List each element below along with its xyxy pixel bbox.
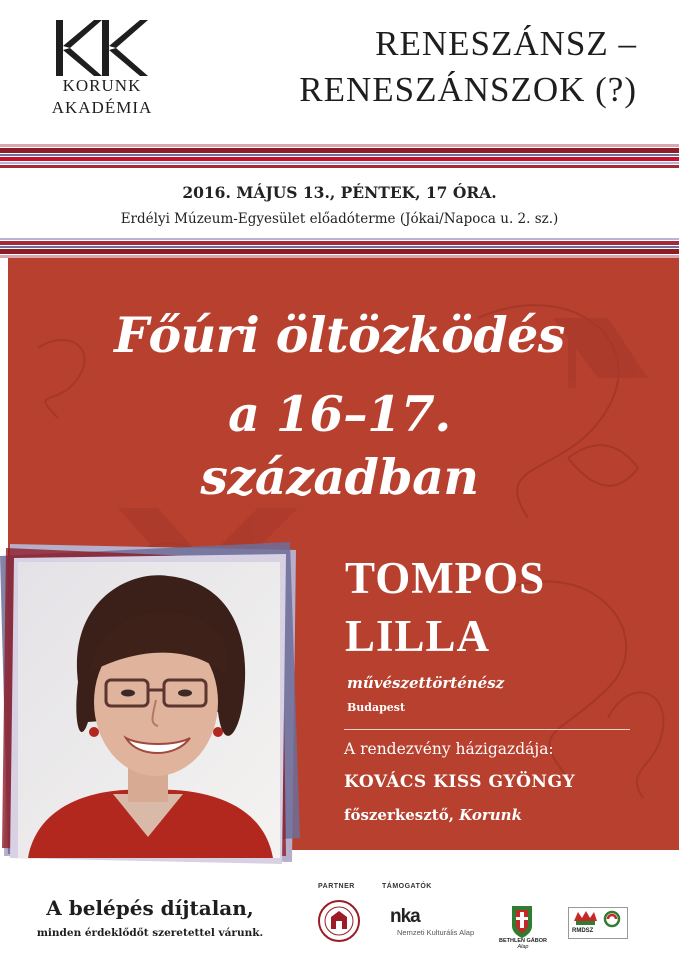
top-stripes bbox=[0, 144, 679, 170]
korunk-logo-icon bbox=[54, 18, 150, 78]
partner-label: PARTNER bbox=[318, 883, 355, 890]
rmdsz-logo-icon bbox=[568, 907, 628, 939]
lecture-title-line1: Főúri öltözködés bbox=[114, 306, 565, 364]
partner-seal-icon bbox=[317, 899, 361, 943]
event-date: 2016. MÁJUS 13., PÉNTEK, 17 ÓRA. bbox=[182, 183, 497, 202]
series-title-line1: RENESZÁNSZ – bbox=[375, 24, 637, 63]
sponsors-label: TÁMOGATÓK bbox=[382, 883, 432, 890]
speaker-name-first: TOMPOS bbox=[345, 553, 546, 603]
event-venue: Erdélyi Múzeum-Egyesület előadóterme (Jókai/Napoca u. 2. sz.) bbox=[120, 211, 559, 227]
host-name: KOVÁCS KISS GYÖNGY bbox=[344, 772, 576, 792]
host-label: A rendezvény házigazdája: bbox=[344, 740, 554, 758]
speaker-name-last: LILLA bbox=[345, 611, 491, 661]
nka-logo-mark: nka bbox=[390, 906, 420, 927]
bga-text-line1: BETHLEN GÁBOR bbox=[499, 938, 547, 944]
speaker-city: Budapest bbox=[347, 701, 406, 714]
host-role-publication: Korunk bbox=[459, 806, 522, 824]
lecture-title-line3: században bbox=[200, 448, 479, 506]
divider bbox=[344, 729, 630, 730]
welcome-text: minden érdeklődőt szeretettel várunk. bbox=[36, 927, 264, 939]
lecture-title-line2: a 16–17. bbox=[228, 385, 451, 443]
host-role bbox=[344, 806, 522, 824]
middle-stripes bbox=[0, 238, 679, 260]
entry-free-text: A belépés díjtalan, bbox=[46, 896, 254, 920]
logo-text-korunk: KORUNK bbox=[62, 76, 142, 95]
host-role-prefix: főszerkesztő, bbox=[344, 806, 460, 824]
speaker-portrait bbox=[18, 562, 280, 858]
series-title-line2: RENESZÁNSZOK (?) bbox=[299, 70, 637, 109]
logo-text-akademia: AKADÉMIA bbox=[51, 98, 153, 117]
rmdsz-text: RMDSZ bbox=[572, 928, 594, 934]
bethlen-gabor-alap-text bbox=[497, 938, 549, 950]
nka-logo-text: Nemzeti Kulturális Alap bbox=[397, 928, 475, 937]
speaker-profession: művészettörténész bbox=[347, 674, 505, 692]
bga-text-line2: Alap bbox=[517, 944, 529, 950]
